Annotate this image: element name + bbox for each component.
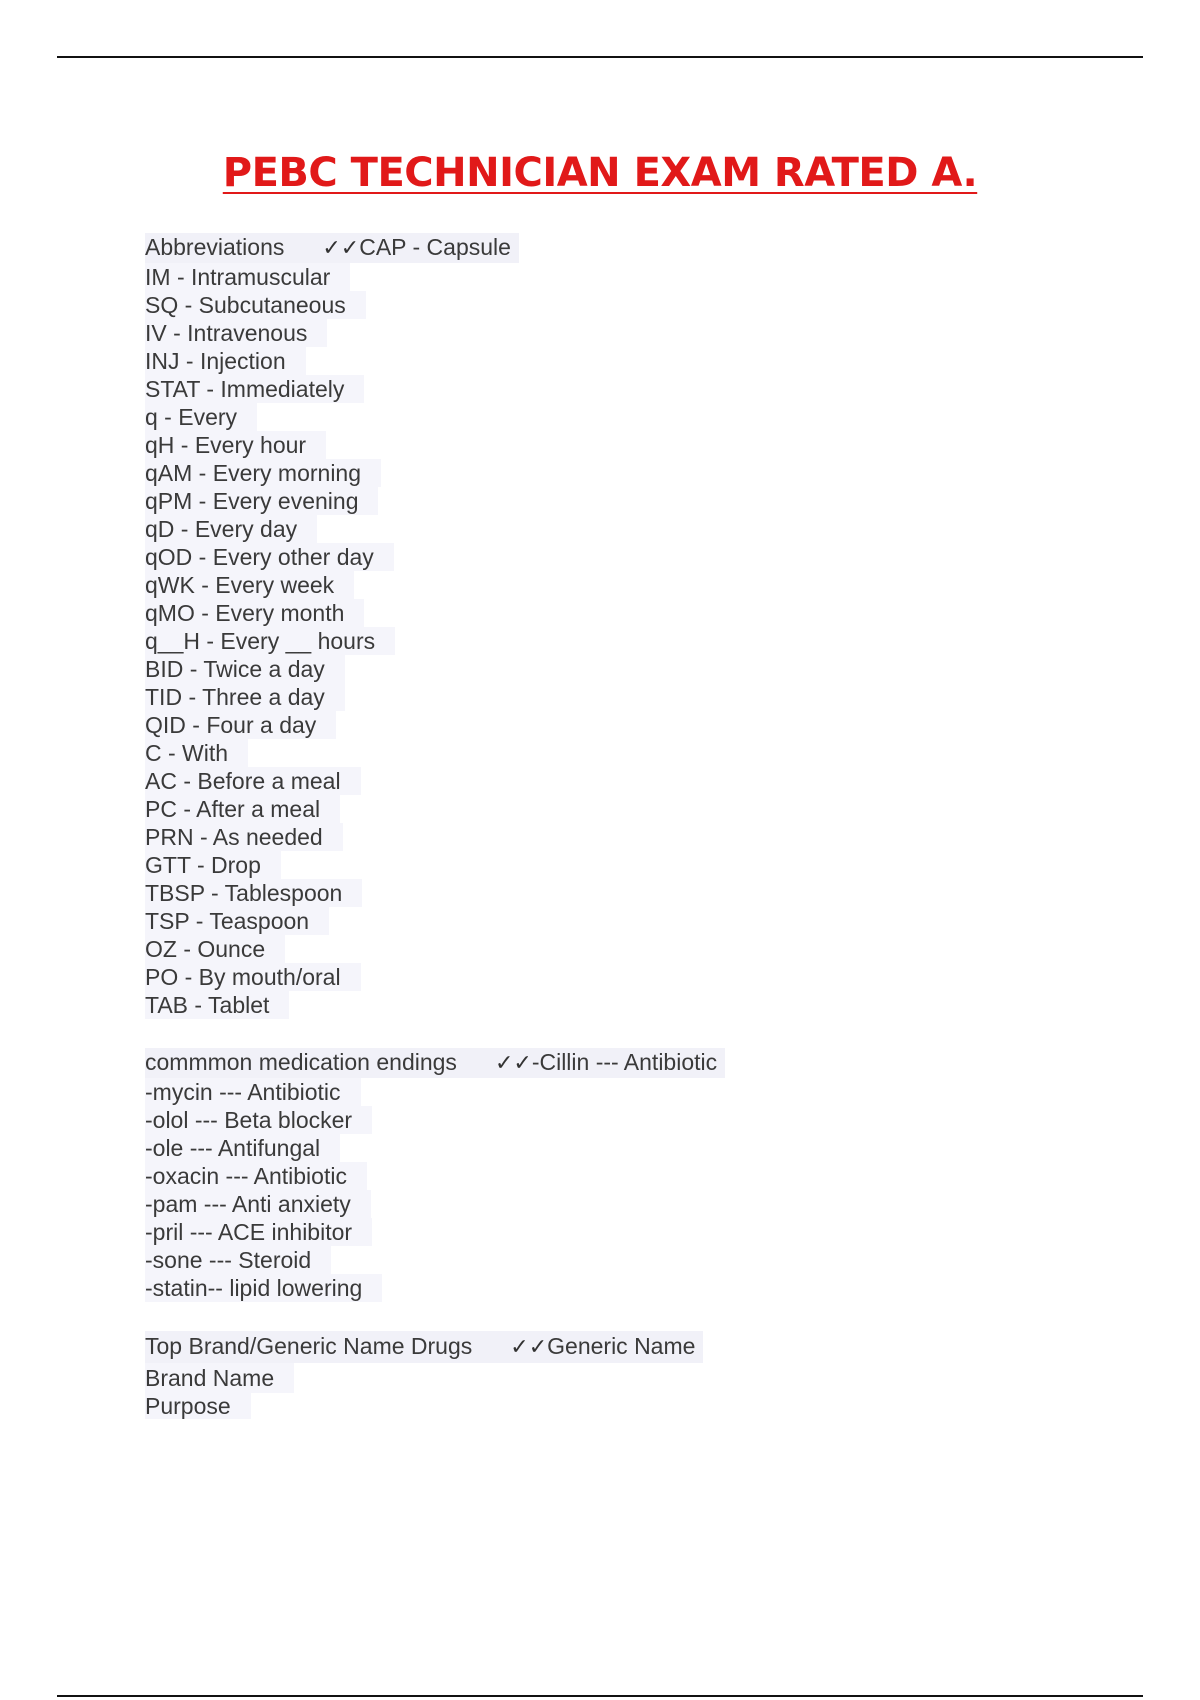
question-text: Top Brand/Generic Name Drugs (145, 1333, 473, 1359)
question-row (145, 1048, 725, 1078)
list-item: QID - Four a day (145, 711, 336, 739)
section-abbreviations (145, 233, 1045, 1019)
list-item: OZ - Ounce (145, 935, 285, 963)
section-brand-generic-drugs (145, 1331, 1045, 1419)
list-item: -olol --- Beta blocker (145, 1106, 372, 1134)
document-title-text: PEBC TECHNICIAN EXAM RATED A. (222, 150, 978, 196)
list-item: IV - Intravenous (145, 319, 327, 347)
list-item: TID - Three a day (145, 683, 345, 711)
question-row (145, 1331, 703, 1363)
list-item: qD - Every day (145, 515, 317, 543)
list-item: qAM - Every morning (145, 459, 381, 487)
list-item: IM - Intramuscular (145, 263, 350, 291)
list-item: -mycin --- Antibiotic (145, 1078, 361, 1106)
list-item: qOD - Every other day (145, 543, 394, 571)
question-text: commmon medication endings (145, 1049, 457, 1075)
list-item: AC - Before a meal (145, 767, 361, 795)
question-text: Abbreviations (145, 234, 285, 260)
list-item: Brand Name (145, 1363, 294, 1393)
list-item: STAT - Immediately (145, 375, 364, 403)
top-rule (57, 56, 1143, 58)
check-mark-icon: ✓✓ (322, 236, 360, 261)
list-item: -pril --- ACE inhibitor (145, 1218, 372, 1246)
document-body (145, 233, 1045, 1419)
question-row (145, 233, 519, 263)
check-mark-icon: ✓✓ (510, 1335, 548, 1360)
list-item: TBSP - Tablespoon (145, 879, 362, 907)
list-item: -statin-- lipid lowering (145, 1274, 382, 1302)
answer-text: CAP - Capsule (359, 234, 511, 260)
list-item: TAB - Tablet (145, 991, 289, 1019)
list-item: BID - Twice a day (145, 655, 345, 683)
list-item: Purpose (145, 1393, 251, 1419)
list-item: -pam --- Anti anxiety (145, 1190, 371, 1218)
answer-text: -Cillin --- Antibiotic (531, 1049, 718, 1075)
list-item: INJ - Injection (145, 347, 306, 375)
list-item: GTT - Drop (145, 851, 281, 879)
list-item: SQ - Subcutaneous (145, 291, 366, 319)
list-item: -oxacin --- Antibiotic (145, 1162, 367, 1190)
list-item: qPM - Every evening (145, 487, 378, 515)
section-medication-endings (145, 1048, 1045, 1302)
list-item: TSP - Teaspoon (145, 907, 329, 935)
list-item: qWK - Every week (145, 571, 354, 599)
list-item: q__H - Every __ hours (145, 627, 395, 655)
list-item: PRN - As needed (145, 823, 343, 851)
list-item: C - With (145, 739, 248, 767)
list-item: -sone --- Steroid (145, 1246, 331, 1274)
list-item: qMO - Every month (145, 599, 364, 627)
list-item: PO - By mouth/oral (145, 963, 361, 991)
list-item: qH - Every hour (145, 431, 326, 459)
bottom-rule (57, 1695, 1143, 1697)
answer-text: Generic Name (547, 1333, 696, 1359)
list-item: -ole --- Antifungal (145, 1134, 340, 1162)
list-item: PC - After a meal (145, 795, 340, 823)
document-title (0, 150, 1200, 196)
check-mark-icon: ✓✓ (494, 1051, 532, 1076)
list-item: q - Every (145, 403, 257, 431)
